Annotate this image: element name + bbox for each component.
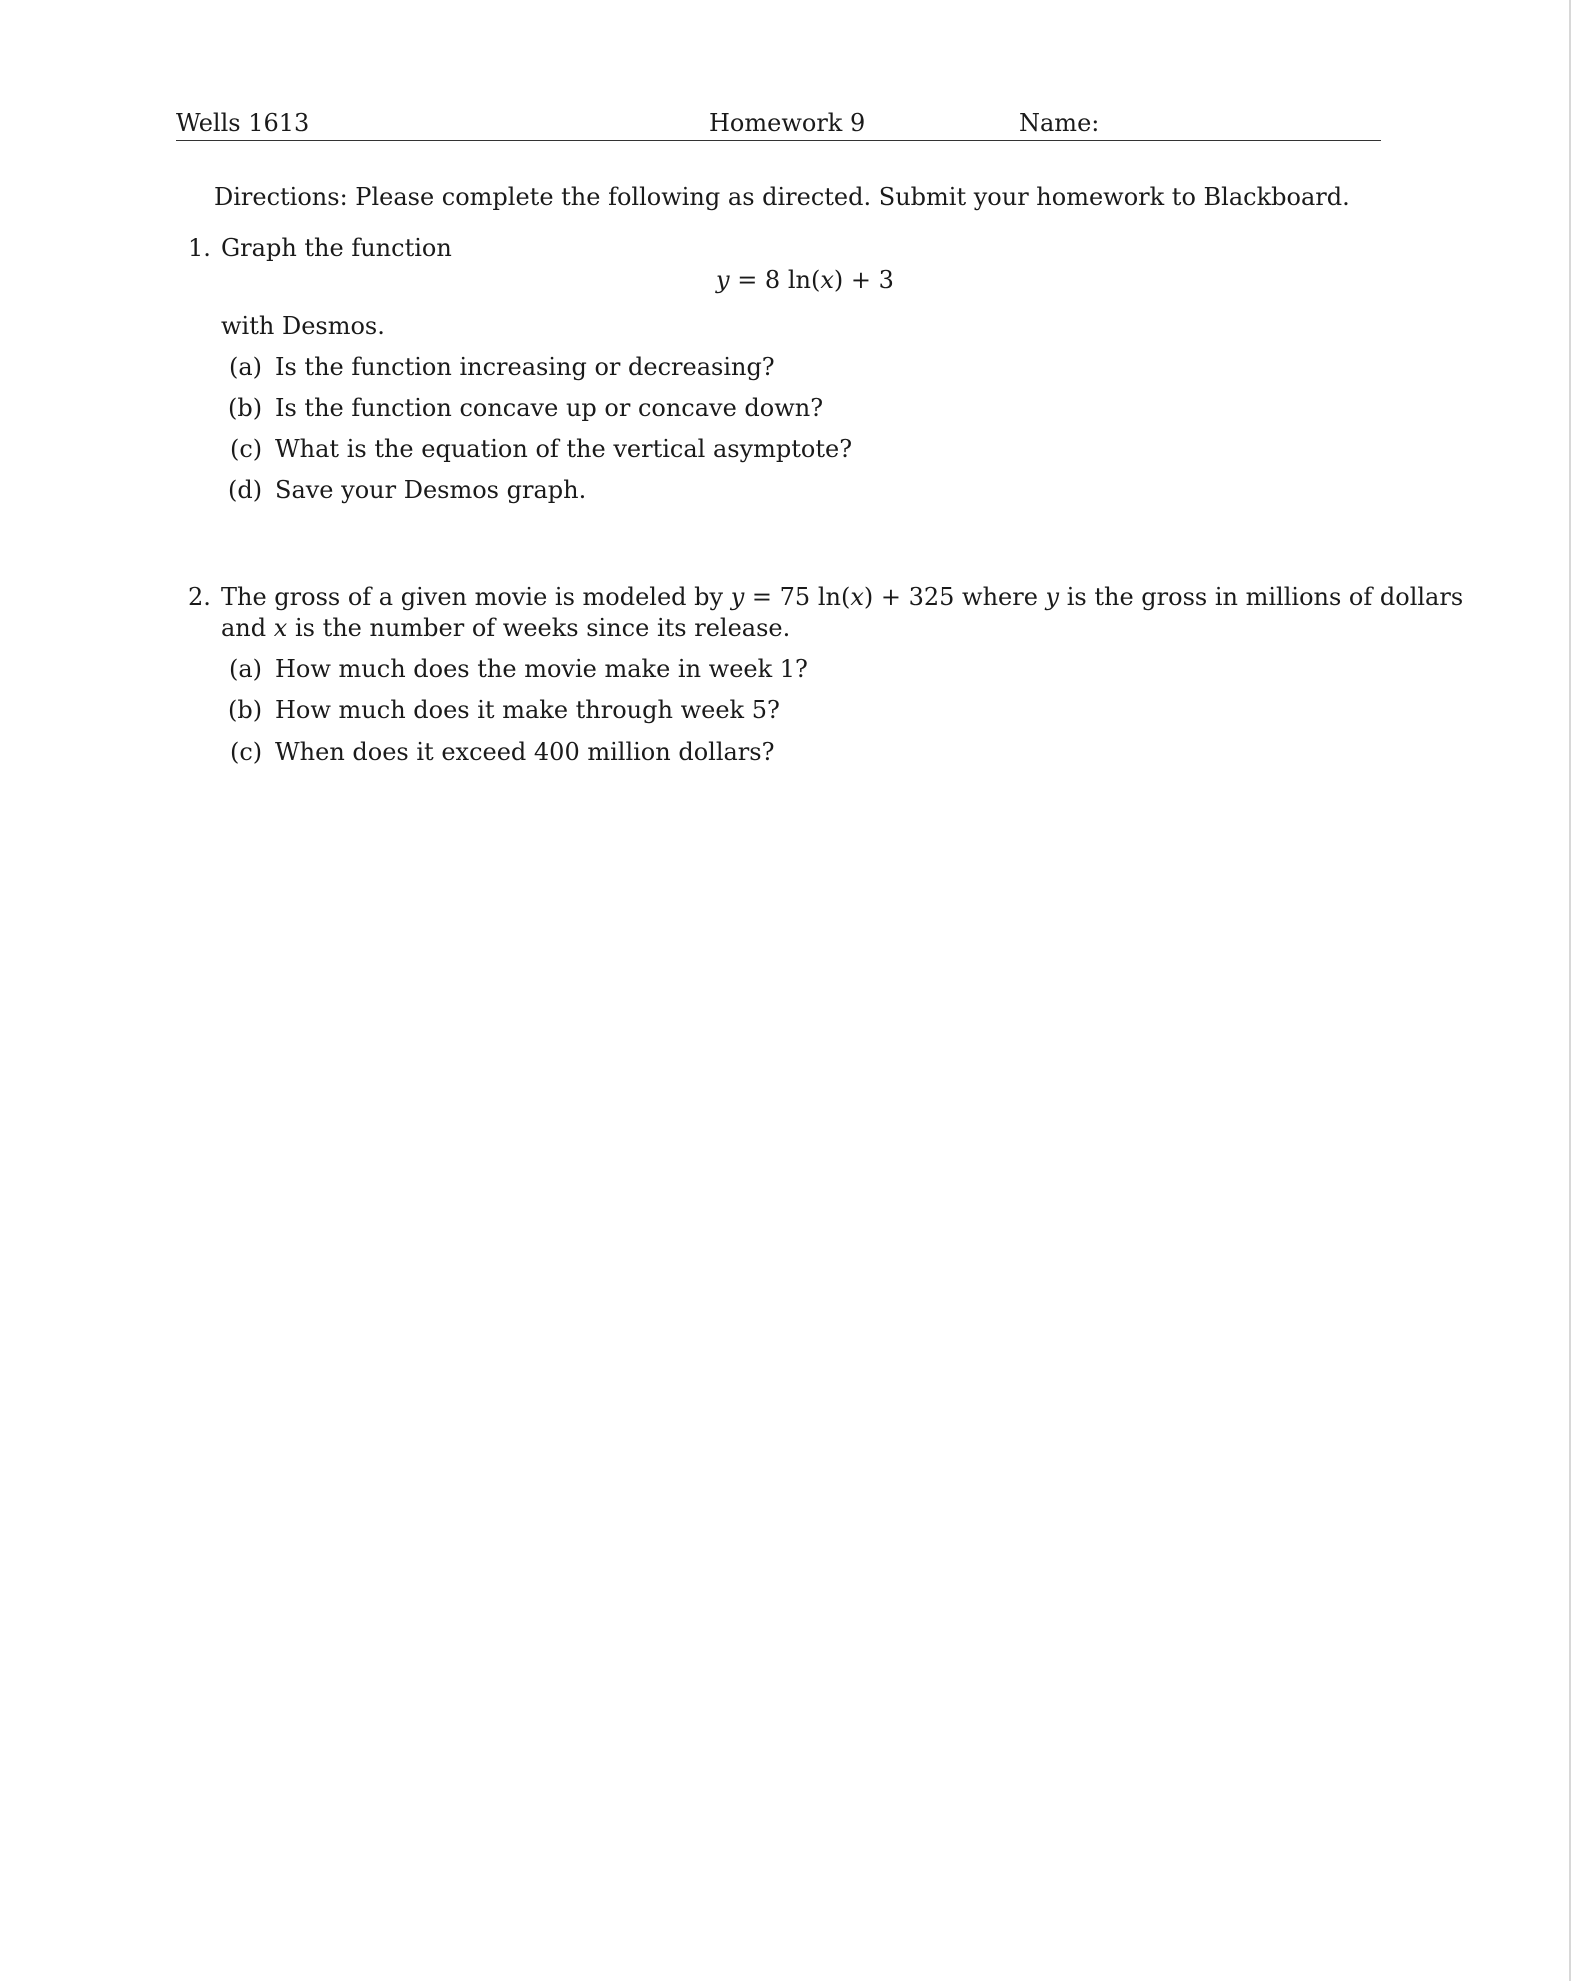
q2-part-b-text: How much does it make through week 5?: [275, 696, 780, 724]
page-header: [176, 104, 1381, 141]
q1-part-d-label: (d): [228, 476, 263, 504]
q1-part-b-text: Is the function concave up or concave down?: [275, 394, 824, 422]
q2-var-y: y: [730, 583, 745, 611]
question-1-number: 1.: [188, 234, 211, 262]
assignment-title: Homework 9: [709, 109, 866, 137]
q1-part-c-text: What is the equation of the vertical asymptote?: [275, 435, 853, 463]
q2-part-a-text: How much does the movie make in week 1?: [275, 655, 808, 683]
q2-text-c: ) + 325 where: [863, 583, 1046, 611]
name-label: Name:: [1019, 109, 1100, 137]
q2-text-b: = 75 ln(: [744, 583, 851, 611]
q2-part-c-label: (c): [230, 738, 263, 766]
q2-line2-var-x: x: [273, 614, 288, 642]
q1-part-c-label: (c): [230, 435, 263, 463]
course-label: Wells 1613: [176, 109, 310, 137]
equation-y: y: [716, 266, 730, 294]
q2-text-d: is the gross in millions of dollars: [1059, 583, 1464, 611]
q2-part-b-label: (b): [228, 696, 263, 724]
question-2-line-2: [221, 613, 790, 643]
question-2-line-1: [221, 582, 1463, 612]
equation-x: x: [820, 266, 834, 294]
q1-part-b-label: (b): [228, 394, 263, 422]
q2-part-a-label: (a): [229, 655, 263, 683]
q2-text-a: The gross of a given movie is modeled by: [221, 583, 731, 611]
q2-line2-a: and: [221, 614, 274, 642]
question-1-lead: Graph the function: [221, 234, 452, 262]
question-1-equation: [716, 265, 894, 295]
q2-var-y2: y: [1045, 583, 1060, 611]
q1-part-a-text: Is the function increasing or decreasing?: [275, 353, 775, 381]
q1-part-d-text: Save your Desmos graph.: [275, 476, 587, 504]
question-1-tail: with Desmos.: [221, 312, 385, 340]
equation-rhs-b: ) + 3: [833, 266, 894, 294]
q2-line2-b: is the number of weeks since its release.: [287, 614, 791, 642]
question-2-number: 2.: [188, 583, 211, 611]
q2-var-x: x: [850, 583, 864, 611]
directions-text: Directions: Please complete the following as directed. Submit your homework to Blackboard.: [214, 183, 1350, 211]
q2-part-c-text: When does it exceed 400 million dollars?: [275, 738, 775, 766]
q1-part-a-label: (a): [229, 353, 263, 381]
equation-rhs-a: = 8 ln(: [729, 266, 821, 294]
